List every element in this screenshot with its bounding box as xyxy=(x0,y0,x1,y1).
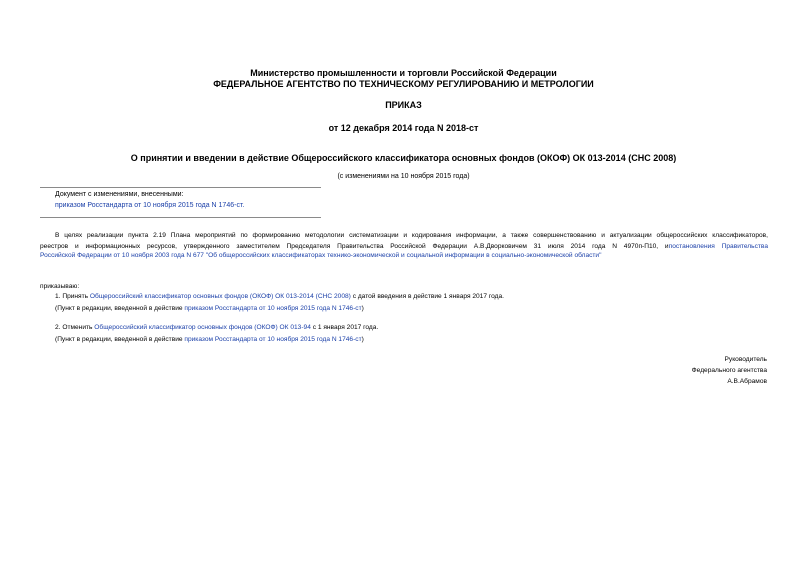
item-2-suffix: с 1 января 2017 года. xyxy=(310,324,379,331)
agency-heading: ФЕДЕРАЛЬНОЕ АГЕНТСТВО ПО ТЕХНИЧЕСКОМУ РЕГУЛИРОВАНИЮ И МЕТРОЛОГИИ xyxy=(213,79,594,89)
preamble-line-1: В целях реализации пункта 2.19 Плана мероприятий по формированию методологии систематизации и кодирования информации, а также совершенствованию и актуализации общероссийских классификаторов, xyxy=(55,232,768,239)
item-2-prefix: 2. Отменить xyxy=(55,324,95,331)
document-date: от 12 декабря 2014 года N 2018-ст xyxy=(328,123,479,133)
order-item-1-note xyxy=(55,305,364,312)
changes-box-top-rule xyxy=(40,187,321,188)
okof-2014-link[interactable]: Общероссийский классификатор основных фондов (ОКОФ) ОК 013-2014 (СНС 2008) xyxy=(89,293,351,300)
okof-94-link[interactable]: Общероссийский классификатор основных фондов (ОКОФ) ОК 013-94 xyxy=(94,324,311,331)
document-type: ПРИКАЗ xyxy=(385,100,422,110)
order-item-2 xyxy=(55,324,378,331)
item-1-amendment-link[interactable]: приказом Росстандарта от 10 ноября 2015 года N 1746-ст xyxy=(184,305,362,312)
document-title: О принятии и введении в действие Общероссийского классификатора основных фондов (ОКОФ) ОК 013-2014 (СНС 2008) xyxy=(130,153,677,163)
changes-box-label: Документ с изменениями, внесенными: xyxy=(55,191,184,198)
order-item-2-note xyxy=(55,336,364,343)
item-1-suffix: с датой введения в действие 1 января 2017 года. xyxy=(350,293,504,300)
signature-name: А.В.Абрамов xyxy=(727,378,767,385)
order-item-1 xyxy=(55,293,504,300)
item-1-prefix: 1. Принять xyxy=(55,293,90,300)
item-1-note-prefix: (Пункт в редакции, введенной в действие xyxy=(55,305,185,312)
item-2-amendment-link[interactable]: приказом Росстандарта от 10 ноября 2015 года N 1746-ст xyxy=(184,336,362,343)
changes-box-link[interactable]: приказом Росстандарта от 10 ноября 2015 года N 1746-ст. xyxy=(55,202,245,209)
item-2-note-prefix: (Пункт в редакции, введенной в действие xyxy=(55,336,185,343)
government-decree-link-continued[interactable]: Российской Федерации от 10 ноября 2003 года N 677 "Об общероссийских классификаторах технико-экономической и социальной информации в социально-экономической области" xyxy=(40,252,602,259)
item-2-note-suffix: ) xyxy=(361,336,364,343)
item-1-note-suffix: ) xyxy=(361,305,364,312)
preamble-text: реестров и информационных ресурсов, утвержденного заместителем Председателя Правительства Российской Федерации А.В.Дворковичем 31 июля 2014 года N 4970п-П10, и xyxy=(40,243,669,250)
signature-role-2: Федерального агентства xyxy=(691,367,767,374)
signature-role-1: Руководитель xyxy=(724,356,767,363)
preamble-line-3 xyxy=(40,252,601,259)
changes-box-bottom-rule xyxy=(40,217,321,218)
government-decree-link[interactable]: постановления Правительства xyxy=(668,243,769,250)
order-word: приказываю: xyxy=(40,283,80,290)
amendment-note: (с изменениями на 10 ноября 2015 года) xyxy=(337,173,470,180)
ministry-heading: Министерство промышленности и торговли Российской Федерации xyxy=(250,68,557,78)
preamble-line-2 xyxy=(40,241,768,252)
